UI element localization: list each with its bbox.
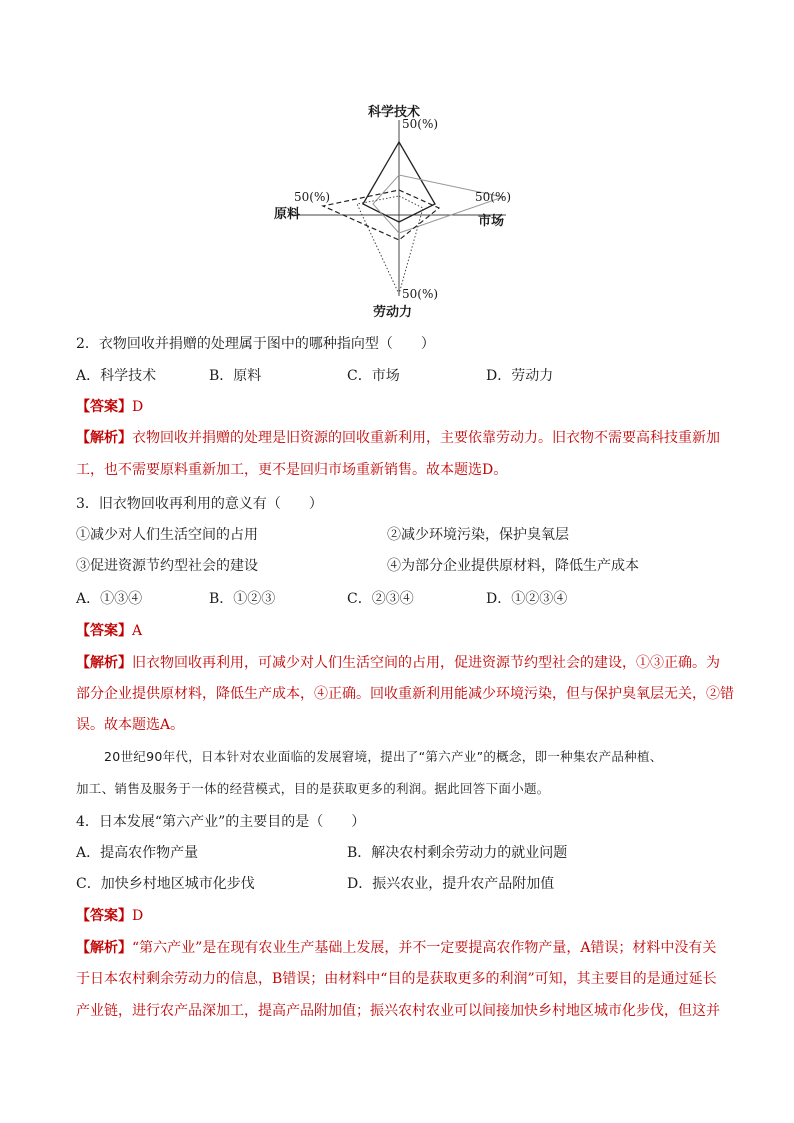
question-4-analysis-line-2: 于日本农村剩余劳动力的信息，B错误；由材料中“目的是获取更多的利润”可知，其主要目的是通过延长 xyxy=(76,971,717,987)
labor-oriented-shape xyxy=(357,196,423,294)
answer-tag: 【答案】 xyxy=(76,399,132,415)
answer-value: D xyxy=(132,908,144,924)
question-4-answer xyxy=(76,906,143,926)
question-2-option-d: D．劳动力 xyxy=(486,368,554,384)
tick-label-top: 50(%) xyxy=(402,117,439,131)
question-3-item-1: ①减少对人们生活空间的占用 xyxy=(76,527,258,543)
analysis-tag: 【解析】 xyxy=(76,430,132,446)
axis-label-raw-material: 原料 xyxy=(274,207,301,222)
analysis-highlight: ②错 xyxy=(706,686,734,702)
question-3-analysis-line-2 xyxy=(76,684,734,704)
question-3-option-a: A．①③④ xyxy=(76,591,143,607)
question-3-option-b: B．①②③ xyxy=(209,591,276,607)
material-paragraph-line-1: 20世纪90年代，日本针对农业面临的发展窘境，提出了“第六产业”的概念，即一种集农产品种植、 xyxy=(104,749,663,764)
material-paragraph-line-2: 加工、销售及服务于一体的经营模式，目的是获取更多的利润。据此回答下面小题。 xyxy=(76,781,550,796)
answer-value: D xyxy=(132,399,144,415)
question-3-stem: 3．旧衣物回收再利用的意义有（ ） xyxy=(76,496,323,512)
question-4-stem: 4．日本发展“第六产业”的主要目的是（ ） xyxy=(76,814,366,830)
analysis-text: 衣物回收并捐赠的处理是旧资源的回收重新利用，主要依靠劳动力。旧衣物不需要高科技重新加 xyxy=(132,430,720,446)
axis-label-market: 市场 xyxy=(478,214,505,229)
question-2-analysis-line-2: 工，也不需要原料重新加工，更不是回归市场重新销售。故本题选D。 xyxy=(76,462,508,478)
question-4-option-b: B．解决农村剩余劳动力的就业问题 xyxy=(347,845,568,861)
question-4-analysis-line-3: 产业链，进行农产品深加工，提高产品附加值；振兴农村农业可以间接加快乡村地区城市化步伐，但这并 xyxy=(76,1003,720,1019)
question-2-option-c: C．市场 xyxy=(347,368,400,384)
analysis-tag: 【解析】 xyxy=(76,940,132,956)
analysis-text: 。回收重新利用能减少环境污染，但与保护臭氧层无关， xyxy=(356,686,706,702)
question-3-option-d: D．①②③④ xyxy=(486,591,568,607)
question-3-analysis-line-1 xyxy=(76,653,720,673)
axis-label-labor: 劳动力 xyxy=(373,305,413,320)
question-4-option-d: D．振兴农业，提升农产品附加值 xyxy=(347,876,555,892)
analysis-highlight: ④正确 xyxy=(314,686,356,702)
question-3-item-4: ④为部分企业提供原材料，降低生产成本 xyxy=(387,558,639,574)
answer-tag: 【答案】 xyxy=(76,908,132,924)
question-2-option-b: B．原料 xyxy=(209,368,262,384)
question-2-stem: 2．衣物回收并捐赠的处理属于图中的哪种指向型（ ） xyxy=(76,336,435,352)
question-3-answer xyxy=(76,621,142,641)
analysis-text: 部分企业提供原材料，降低生产成本， xyxy=(76,686,314,702)
analysis-text: “第六产业”是在现有农业生产基础上发展，并不一定要提高农作物产量，A错误；材料中没有关 xyxy=(132,940,717,956)
question-4-option-a: A．提高农作物产量 xyxy=(76,845,199,861)
tick-label-right: 50(%) xyxy=(475,190,512,204)
question-4-option-c: C．加快乡村地区城市化步伐 xyxy=(76,876,255,892)
question-3-item-2: ②减少环境污染，保护臭氧层 xyxy=(387,527,569,543)
answer-value: A xyxy=(132,623,143,639)
analysis-tag: 【解析】 xyxy=(76,655,132,671)
analysis-text: 旧衣物回收再利用，可减少对人们生活空间的占用，促进资源节约型社会的建设，①③正确。为 xyxy=(132,655,720,671)
question-3-analysis-line-3: 误。故本题选A。 xyxy=(76,717,185,733)
question-2-option-a: A．科学技术 xyxy=(76,368,157,384)
question-2-answer xyxy=(76,397,143,417)
question-3-item-3: ③促进资源节约型社会的建设 xyxy=(76,558,258,574)
answer-tag: 【答案】 xyxy=(76,623,132,639)
axis-label-technology: 科学技术 xyxy=(368,105,421,120)
question-4-analysis-line-1 xyxy=(76,938,716,958)
tick-label-left: 50(%) xyxy=(294,190,331,204)
question-2-analysis-line-1 xyxy=(76,428,720,448)
tick-label-bottom: 50(%) xyxy=(402,287,439,301)
location-factor-diagram xyxy=(270,100,530,322)
question-3-option-c: C．②③④ xyxy=(347,591,414,607)
